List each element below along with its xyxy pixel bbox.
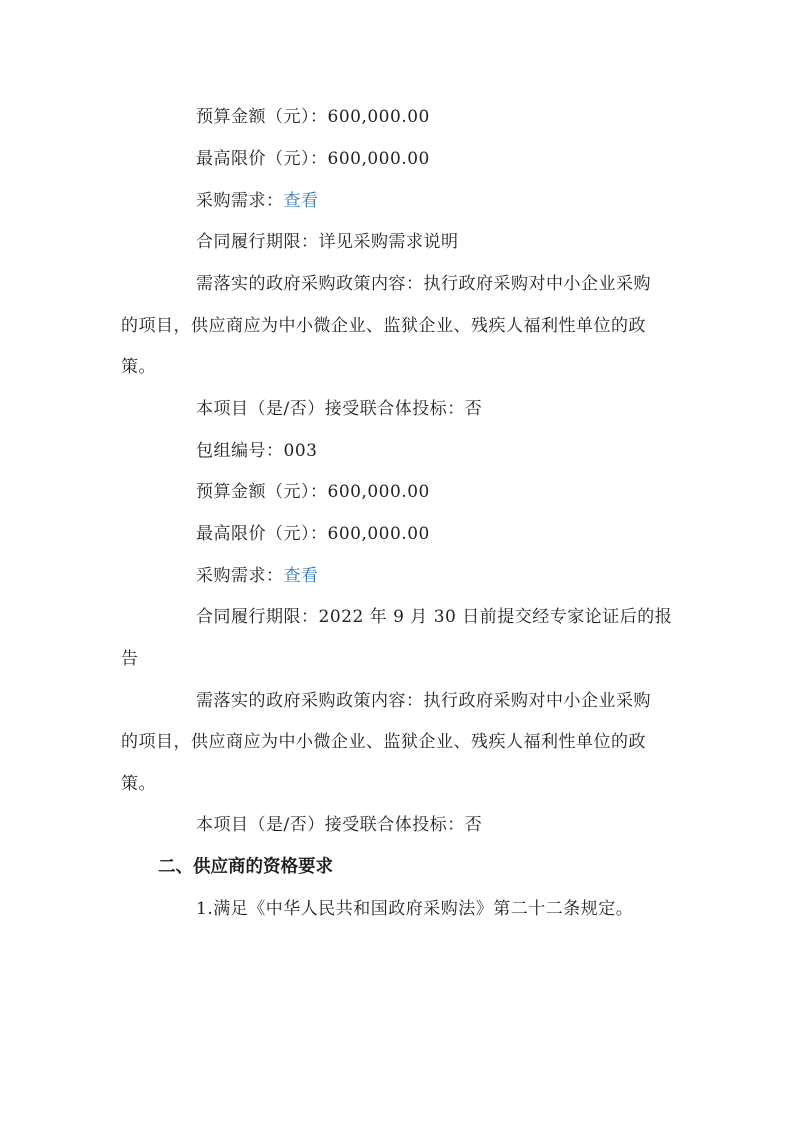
lot2-requirement	[196, 189, 319, 213]
lot3-max-price: 最高限价（元）：600,000.00	[196, 524, 430, 544]
lot2-consortium: 本项目（是/否）接受联合体投标：否	[196, 399, 483, 419]
lot3-policy-line1: 需落实的政府采购政策内容：执行政府采购对中小企业采购	[196, 691, 651, 711]
lot2-view-link[interactable]: 查看	[283, 191, 319, 211]
lot3-contract-term-line2: 告	[121, 649, 139, 669]
lot3-consortium: 本项目（是/否）接受联合体投标：否	[196, 815, 483, 835]
lot2-contract-term: 合同履行期限：详见采购需求说明	[196, 232, 459, 252]
lot3-policy-line3: 策。	[121, 774, 156, 794]
lot3-budget: 预算金额（元）：600,000.00	[196, 482, 430, 502]
lot2-budget: 预算金额（元）：600,000.00	[196, 107, 430, 127]
section2-heading: 二、供应商的资格要求	[158, 857, 333, 877]
lot3-view-link[interactable]: 查看	[283, 566, 319, 586]
lot3-requirement-label: 采购需求：	[196, 566, 284, 586]
lot3-number: 包组编号：003	[196, 441, 318, 461]
lot2-max-price: 最高限价（元）：600,000.00	[196, 149, 430, 169]
lot2-policy-line2: 的项目，供应商应为中小微企业、监狱企业、残疾人福利性单位的政	[121, 316, 646, 336]
lot3-contract-term-line1: 合同履行期限：2022 年 9 月 30 日前提交经专家论证后的报	[196, 607, 673, 627]
lot2-requirement-label: 采购需求：	[196, 191, 284, 211]
lot3-policy-line2: 的项目，供应商应为中小微企业、监狱企业、残疾人福利性单位的政	[121, 732, 646, 752]
lot2-policy-line1: 需落实的政府采购政策内容：执行政府采购对中小企业采购	[196, 274, 651, 294]
lot3-requirement	[196, 564, 319, 588]
lot2-policy-line3: 策。	[121, 357, 156, 377]
section2-item1: 1.满足《中华人民共和国政府采购法》第二十二条规定。	[196, 899, 634, 919]
